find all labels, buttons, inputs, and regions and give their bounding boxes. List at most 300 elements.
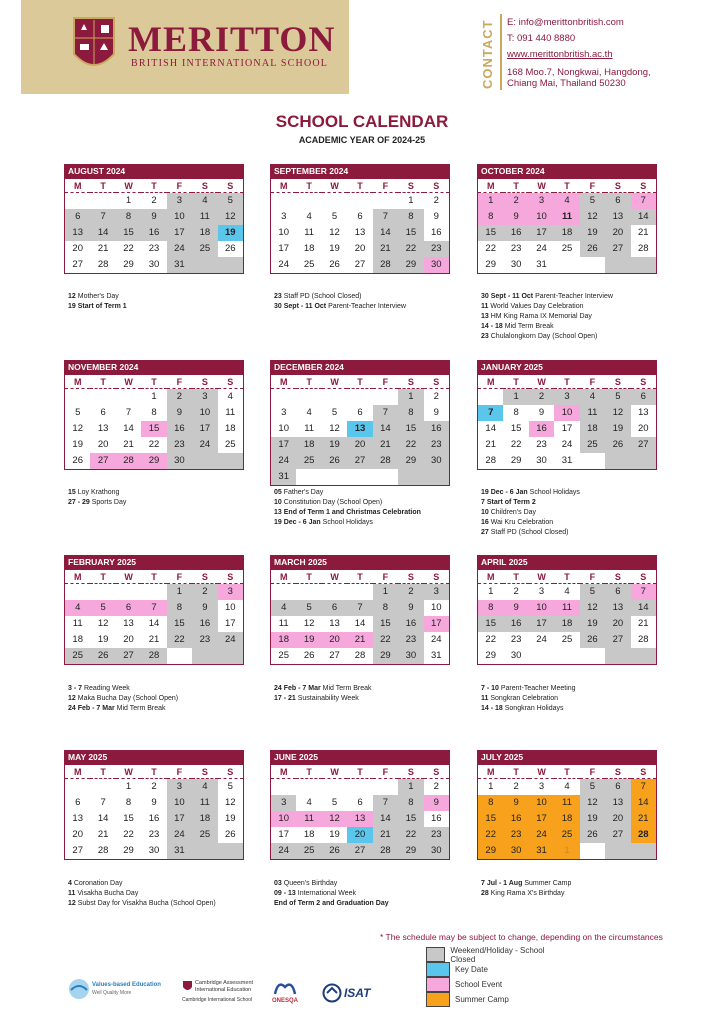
calendar-day[interactable]: 14 [90,225,115,241]
calendar-day[interactable]: 7 [100,797,106,808]
calendar-day[interactable]: 17 [192,421,217,437]
calendar-day[interactable]: 27 [72,259,83,270]
calendar-day[interactable]: 3 [281,211,287,222]
calendar-day[interactable]: 27 [354,259,366,270]
calendar-day[interactable]: 4 [554,193,579,209]
calendar-day[interactable]: 5 [296,600,321,616]
calendar-day[interactable]: 23 [148,243,160,254]
calendar-day[interactable]: 3 [424,584,449,600]
calendar-day[interactable]: 28 [97,259,109,270]
calendar-day[interactable]: 5 [580,193,605,209]
calendar-day[interactable]: 13 [347,421,372,437]
calendar-day[interactable]: 17 [424,616,449,632]
calendar-day[interactable]: 1 [488,781,494,792]
calendar-day[interactable]: 13 [123,618,134,629]
calendar-day[interactable]: 16 [167,421,192,437]
calendar-day[interactable]: 29 [485,259,496,270]
calendar-day[interactable]: 7 [631,193,656,209]
calendar-day[interactable]: 30 [148,259,160,270]
calendar-day[interactable]: 22 [485,243,496,254]
calendar-day[interactable]: 30 [424,257,449,273]
calendar-day[interactable]: 12 [303,618,315,629]
calendar-day[interactable]: 25 [65,648,90,664]
calendar-day[interactable]: 29 [485,650,496,661]
calendar-day[interactable]: 21 [631,811,656,827]
calendar-day[interactable]: 28 [97,845,109,856]
calendar-day[interactable]: 25 [192,827,217,843]
calendar-day[interactable]: 10 [167,795,192,811]
calendar-day[interactable]: 12 [580,209,605,225]
calendar-day[interactable]: 9 [151,797,157,808]
calendar-day[interactable]: 17 [529,225,554,241]
calendar-day[interactable]: 20 [347,827,372,843]
calendar-day[interactable]: 6 [322,600,347,616]
calendar-day[interactable]: 21 [637,227,649,238]
calendar-day[interactable]: 6 [100,407,106,418]
calendar-day[interactable]: 12 [580,600,605,616]
calendar-day[interactable]: 9 [167,405,192,421]
contact-website[interactable]: www.merittonbritish.ac.th [507,49,613,60]
calendar-day[interactable]: 23 [148,829,160,840]
calendar-day[interactable]: 1 [398,779,423,795]
calendar-day[interactable]: 23 [536,439,547,450]
calendar-day[interactable]: 11 [554,600,579,616]
calendar-day[interactable]: 16 [503,225,528,241]
calendar-day[interactable]: 8 [398,209,423,225]
calendar-day[interactable]: 20 [322,632,347,648]
calendar-day[interactable]: 8 [478,600,503,616]
calendar-day[interactable]: 20 [354,243,366,254]
calendar-day[interactable]: 12 [580,795,605,811]
calendar-day[interactable]: 11 [225,407,236,418]
calendar-day[interactable]: 19 [605,421,630,437]
calendar-day[interactable]: 14 [97,813,109,824]
calendar-day[interactable]: 19 [97,634,109,645]
calendar-day[interactable]: 25 [561,243,573,254]
calendar-day[interactable]: 12 [72,423,83,434]
calendar-day[interactable]: 5 [331,211,338,222]
calendar-day[interactable]: 11 [296,811,321,827]
calendar-day[interactable]: 1 [125,195,132,206]
calendar-day[interactable]: 26 [580,241,605,257]
calendar-day[interactable]: 27 [72,845,83,856]
calendar-day[interactable]: 29 [478,843,503,859]
calendar-day[interactable]: 11 [192,795,217,811]
calendar-day[interactable]: 26 [580,632,605,648]
calendar-day[interactable]: 24 [561,439,573,450]
calendar-day[interactable]: 21 [97,829,109,840]
calendar-day[interactable]: 30 [536,455,547,466]
calendar-day[interactable]: 7 [373,795,398,811]
calendar-day[interactable]: 28 [141,648,166,664]
calendar-day[interactable]: 15 [398,811,423,827]
calendar-day[interactable]: 28 [637,634,649,645]
calendar-day[interactable]: 8 [513,407,519,418]
calendar-day[interactable]: 21 [373,437,398,453]
calendar-day[interactable]: 21 [637,618,649,629]
calendar-day[interactable]: 24 [167,241,192,257]
calendar-day[interactable]: 5 [331,797,338,808]
calendar-day[interactable]: 19 [580,225,605,241]
calendar-day[interactable]: 22 [123,243,134,254]
calendar-day[interactable]: 29 [398,453,423,469]
calendar-day[interactable]: 1 [167,584,192,600]
calendar-day[interactable]: 10 [529,795,554,811]
calendar-day[interactable]: 19 [329,243,340,254]
calendar-day[interactable]: 9 [503,209,528,225]
calendar-day[interactable]: 27 [329,650,340,661]
calendar-day[interactable]: 5 [218,193,243,209]
calendar-day[interactable]: 5 [90,600,115,616]
calendar-day[interactable]: 7 [347,600,372,616]
calendar-day[interactable]: 1 [478,193,503,209]
calendar-day[interactable]: 14 [373,421,398,437]
calendar-day[interactable]: 3 [538,781,545,792]
calendar-day[interactable]: 22 [373,632,398,648]
calendar-day[interactable]: 1 [488,586,494,597]
calendar-day[interactable]: 11 [72,618,83,629]
calendar-day[interactable]: 26 [72,455,83,466]
calendar-day[interactable]: 29 [510,455,522,466]
calendar-day[interactable]: 25 [224,439,236,450]
calendar-day[interactable]: 15 [123,813,134,824]
calendar-day[interactable]: 13 [65,225,90,241]
calendar-day[interactable]: 8 [116,209,141,225]
calendar-day[interactable]: 26 [605,437,630,453]
calendar-day[interactable]: 1 [408,195,414,206]
calendar-day[interactable]: 1 [125,781,132,792]
calendar-day[interactable]: 9 [398,600,423,616]
calendar-day[interactable]: 10 [430,602,442,613]
calendar-day[interactable]: 25 [296,843,321,859]
calendar-day[interactable]: 14 [485,423,496,434]
calendar-day[interactable]: 31 [271,469,296,485]
calendar-day[interactable]: 4 [192,779,217,795]
calendar-day[interactable]: 24 [536,634,547,645]
calendar-day[interactable]: 26 [322,453,347,469]
calendar-day[interactable]: 7 [631,584,656,600]
calendar-day[interactable]: 20 [637,423,649,434]
calendar-day[interactable]: 23 [167,437,192,453]
calendar-day[interactable]: 30 [424,453,449,469]
calendar-day[interactable]: 28 [116,453,141,469]
calendar-day[interactable]: 14 [631,600,656,616]
calendar-day[interactable]: 26 [90,648,115,664]
calendar-day[interactable]: 4 [65,600,90,616]
calendar-day[interactable]: 20 [123,634,134,645]
calendar-day[interactable]: 9 [433,407,439,418]
calendar-day[interactable]: 3 [538,586,545,597]
calendar-day[interactable]: 1 [503,389,528,405]
calendar-day[interactable]: 8 [398,405,423,421]
calendar-day[interactable]: 18 [271,632,296,648]
calendar-day[interactable]: 18 [192,225,217,241]
calendar-day[interactable]: 7 [478,405,503,421]
calendar-day[interactable]: 5 [75,407,81,418]
calendar-day[interactable]: 19 [296,632,321,648]
calendar-day[interactable]: 16 [503,616,528,632]
calendar-day[interactable]: 2 [513,781,519,792]
calendar-day[interactable]: 19 [218,225,243,241]
calendar-day[interactable]: 9 [141,209,166,225]
calendar-day[interactable]: 15 [167,616,192,632]
calendar-day[interactable]: 25 [303,259,315,270]
calendar-day[interactable]: 11 [278,618,289,629]
calendar-day[interactable]: 29 [123,845,134,856]
calendar-day[interactable]: 22 [123,829,134,840]
calendar-day[interactable]: 25 [580,437,605,453]
calendar-day[interactable]: 25 [554,827,579,843]
calendar-day[interactable]: 10 [529,600,554,616]
calendar-day[interactable]: 8 [167,600,192,616]
calendar-day[interactable]: 21 [373,827,398,843]
calendar-day[interactable]: 2 [167,389,192,405]
calendar-day[interactable]: 17 [271,437,296,453]
calendar-day[interactable]: 13 [97,423,109,434]
calendar-day[interactable]: 10 [192,405,217,421]
calendar-day[interactable]: 15 [398,421,423,437]
calendar-day[interactable]: 28 [373,843,398,859]
calendar-day[interactable]: 15 [141,421,166,437]
calendar-day[interactable]: 18 [303,829,315,840]
calendar-day[interactable]: 7 [373,209,398,225]
calendar-day[interactable]: 30 [398,648,423,664]
calendar-day[interactable]: 27 [605,241,630,257]
calendar-day[interactable]: 28 [631,827,656,843]
calendar-day[interactable]: 30 [167,453,192,469]
calendar-day[interactable]: 30 [148,845,160,856]
calendar-day[interactable]: 11 [554,209,579,225]
calendar-day[interactable]: 15 [478,225,503,241]
calendar-day[interactable]: 2 [433,781,439,792]
calendar-day[interactable]: 23 [510,243,522,254]
calendar-day[interactable]: 27 [116,648,141,664]
calendar-day[interactable]: 9 [503,600,528,616]
calendar-day[interactable]: 6 [357,797,363,808]
calendar-day[interactable]: 3 [281,407,287,418]
calendar-day[interactable]: 18 [72,634,83,645]
calendar-day[interactable]: 4 [580,389,605,405]
calendar-day[interactable]: 28 [485,455,496,466]
calendar-day[interactable]: 20 [605,225,630,241]
contact-email[interactable]: E: info@merittonbritish.com [507,17,624,28]
calendar-day[interactable]: 23 [192,632,217,648]
calendar-day[interactable]: 28 [354,650,366,661]
calendar-day[interactable]: 13 [637,407,649,418]
calendar-day[interactable]: 8 [373,600,398,616]
calendar-day[interactable]: 20 [605,616,630,632]
calendar-day[interactable]: 18 [296,437,321,453]
calendar-day[interactable]: 21 [373,241,398,257]
calendar-day[interactable]: 29 [398,257,423,273]
calendar-day[interactable]: 21 [148,634,160,645]
calendar-day[interactable]: 12 [329,227,340,238]
calendar-day[interactable]: 13 [605,600,630,616]
calendar-day[interactable]: 10 [278,227,289,238]
calendar-day[interactable]: 3 [167,193,192,209]
calendar-day[interactable]: 12 [97,618,109,629]
calendar-day[interactable]: 13 [329,618,340,629]
calendar-day[interactable]: 15 [398,225,423,241]
calendar-day[interactable]: 17 [278,829,289,840]
calendar-day[interactable]: 3 [529,193,554,209]
calendar-day[interactable]: 28 [373,453,398,469]
calendar-day[interactable]: 6 [75,797,81,808]
calendar-day[interactable]: 19 [580,616,605,632]
calendar-day[interactable]: 17 [167,225,192,241]
calendar-day[interactable]: 13 [605,795,630,811]
calendar-day[interactable]: 10 [554,405,579,421]
calendar-day[interactable]: 7 [141,600,166,616]
calendar-day[interactable]: 4 [227,391,233,402]
calendar-day[interactable]: 25 [296,453,321,469]
calendar-day[interactable]: 14 [123,423,134,434]
calendar-day[interactable]: 13 [72,813,83,824]
calendar-day[interactable]: 20 [72,829,83,840]
calendar-day[interactable]: 27 [347,843,372,859]
calendar-day[interactable]: 24 [278,259,289,270]
calendar-day[interactable]: 20 [97,439,109,450]
calendar-day[interactable]: 19 [72,439,83,450]
calendar-day[interactable]: 21 [123,439,134,450]
calendar-day[interactable]: 14 [148,618,160,629]
calendar-day[interactable]: 15 [116,225,141,241]
calendar-day[interactable]: 2 [398,584,423,600]
calendar-day[interactable]: 21 [347,632,372,648]
calendar-day[interactable]: 4 [564,586,570,597]
calendar-day[interactable]: 16 [430,813,442,824]
calendar-day[interactable]: 24 [218,632,243,648]
calendar-day[interactable]: 8 [478,795,503,811]
calendar-day[interactable]: 31 [167,257,192,273]
calendar-day[interactable]: 22 [148,439,160,450]
calendar-day[interactable]: 7 [631,779,656,795]
calendar-day[interactable]: 2 [433,195,439,206]
calendar-day[interactable]: 24 [271,843,296,859]
calendar-day[interactable]: 30 [424,843,449,859]
calendar-day[interactable]: 25 [278,650,289,661]
calendar-day[interactable]: 11 [304,227,315,238]
calendar-day[interactable]: 2 [503,193,528,209]
calendar-day[interactable]: 22 [478,827,503,843]
calendar-day[interactable]: 11 [192,209,217,225]
contact-phone[interactable]: T: 091 440 8880 [507,33,576,44]
calendar-day[interactable]: 2 [433,391,439,402]
calendar-day[interactable]: 22 [510,439,522,450]
calendar-day[interactable]: 31 [430,650,442,661]
calendar-day[interactable]: 15 [478,811,503,827]
calendar-day[interactable]: 18 [580,421,605,437]
calendar-day[interactable]: 6 [631,389,656,405]
calendar-day[interactable]: 22 [398,241,423,257]
calendar-day[interactable]: 11 [554,795,579,811]
calendar-day[interactable]: 29 [123,259,134,270]
calendar-day[interactable]: 8 [125,797,132,808]
calendar-day[interactable]: 6 [357,211,363,222]
calendar-day[interactable]: 6 [357,407,363,418]
calendar-day[interactable]: 29 [373,648,398,664]
calendar-day[interactable]: 24 [167,827,192,843]
calendar-day[interactable]: 16 [148,813,160,824]
calendar-day[interactable]: 15 [373,616,398,632]
calendar-day[interactable]: 2 [192,584,217,600]
calendar-day[interactable]: 7 [373,405,398,421]
calendar-day[interactable]: 31 [561,455,573,466]
calendar-day[interactable]: 17 [167,811,192,827]
calendar-day[interactable]: 14 [373,811,398,827]
calendar-day[interactable]: 13 [605,209,630,225]
calendar-day[interactable]: 6 [605,779,630,795]
calendar-day[interactable]: 23 [503,827,528,843]
calendar-day[interactable]: 18 [192,811,217,827]
calendar-day[interactable]: 8 [398,795,423,811]
calendar-day[interactable]: 13 [354,227,366,238]
calendar-day[interactable]: 11 [304,423,315,434]
calendar-day[interactable]: 24 [536,243,547,254]
calendar-day[interactable]: 22 [167,632,192,648]
calendar-day[interactable]: 29 [398,843,423,859]
calendar-day[interactable]: 3 [218,584,243,600]
calendar-day[interactable]: 18 [554,616,579,632]
calendar-day[interactable]: 12 [329,423,340,434]
calendar-day[interactable]: 4 [564,781,570,792]
calendar-day[interactable]: 6 [605,584,630,600]
calendar-day[interactable]: 1 [151,391,157,402]
calendar-day[interactable]: 5 [580,584,605,600]
calendar-day[interactable]: 26 [224,243,236,254]
calendar-day[interactable]: 26 [580,827,605,843]
calendar-day[interactable]: 16 [529,421,554,437]
calendar-day[interactable]: 2 [529,389,554,405]
calendar-day[interactable]: 16 [503,811,528,827]
calendar-day[interactable]: 16 [192,616,217,632]
calendar-day[interactable]: 31 [536,259,547,270]
calendar-day[interactable]: 27 [605,632,630,648]
calendar-day[interactable]: 17 [529,811,554,827]
calendar-day[interactable]: 30 [503,843,528,859]
calendar-day[interactable]: 20 [72,243,83,254]
calendar-day[interactable]: 5 [331,407,338,418]
calendar-day[interactable]: 18 [554,225,579,241]
calendar-day[interactable]: 27 [347,453,372,469]
calendar-day[interactable]: 4 [192,193,217,209]
calendar-day[interactable]: 25 [561,634,573,645]
calendar-day[interactable]: 9 [538,407,545,418]
calendar-day[interactable]: 23 [510,634,522,645]
calendar-day[interactable]: 2 [151,781,157,792]
calendar-day[interactable]: 22 [398,827,423,843]
calendar-day[interactable]: 11 [580,405,605,421]
calendar-day[interactable]: 10 [529,209,554,225]
calendar-day[interactable]: 4 [306,407,312,418]
calendar-day[interactable]: 19 [322,437,347,453]
calendar-day[interactable]: 12 [224,797,236,808]
calendar-day[interactable]: 19 [329,829,340,840]
calendar-day[interactable]: 16 [430,227,442,238]
calendar-day[interactable]: 30 [510,259,522,270]
calendar-day[interactable]: 12 [322,811,347,827]
calendar-day[interactable]: 23 [424,827,449,843]
calendar-day[interactable]: 18 [554,811,579,827]
calendar-day[interactable]: 28 [373,257,398,273]
calendar-day[interactable]: 12 [605,405,630,421]
calendar-day[interactable]: 29 [141,453,166,469]
calendar-day[interactable]: 26 [224,829,236,840]
calendar-day[interactable]: 12 [218,209,243,225]
calendar-day[interactable]: 6 [65,209,90,225]
calendar-day[interactable]: 24 [529,827,554,843]
calendar-day[interactable]: 21 [97,243,109,254]
